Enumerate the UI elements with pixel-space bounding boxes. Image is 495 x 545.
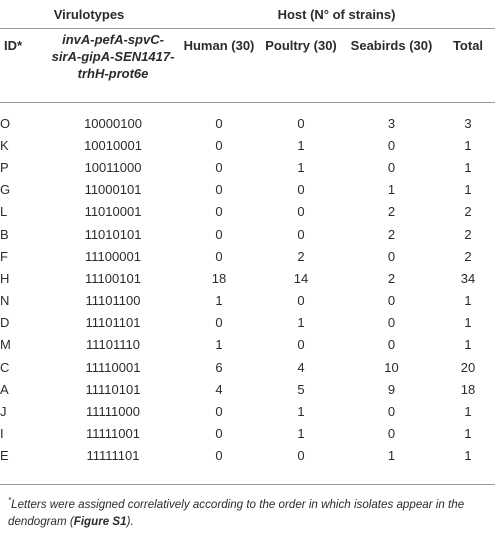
cell-seabirds: 1 [387,182,396,198]
cell-human: 0 [215,315,223,331]
cell-id: L [0,204,8,220]
cell-poultry: 1 [297,137,305,153]
cell-human: 18 [211,270,227,286]
cell-total: 2 [464,248,472,264]
cell-code: 11100101 [85,270,141,286]
cell-human: 6 [215,359,223,375]
cell-code: 11111000 [86,404,140,420]
cell-total: 1 [464,448,472,464]
cell-seabirds: 10 [384,359,399,375]
cell-code: 11101100 [85,293,141,309]
cell-seabirds: 9 [387,381,396,397]
table-row [0,445,495,470]
table-row [0,378,495,400]
cell-human: 4 [215,381,223,397]
cell-code: 11110101 [85,381,141,397]
cell-human: 0 [215,137,223,153]
cell-total: 1 [464,426,472,442]
cell-code: 10010001 [84,137,142,153]
gene-code-line-1: invA-pefA-spvC- [62,32,164,47]
table-row [0,134,495,156]
cell-seabirds: 0 [387,293,396,309]
human-header: Human (30) [183,38,255,53]
cell-total: 1 [464,315,472,331]
cell-id: A [0,381,9,397]
table-row [0,290,495,312]
cell-code: 11101101 [85,315,141,331]
cell-code: 11111001 [86,426,140,442]
table-row [0,223,495,245]
footer-divider [0,484,495,485]
cell-human: 0 [215,115,223,131]
cell-total: 1 [464,159,472,175]
cell-total: 18 [460,381,476,397]
cell-id: G [0,182,11,198]
cell-human: 1 [215,293,223,309]
cell-total: 1 [464,404,472,420]
cell-poultry: 0 [297,226,305,242]
cell-id: B [0,226,9,242]
cell-total: 1 [464,337,472,353]
cell-code: 10011000 [84,159,142,175]
cell-human: 0 [215,226,223,242]
table-row [0,201,495,223]
cell-seabirds: 2 [387,204,396,220]
cell-code: 11101110 [86,337,140,353]
footnote-marker: * [8,496,12,505]
cell-id: J [0,404,7,420]
cell-human: 0 [215,426,223,442]
cell-poultry: 1 [297,315,305,331]
cell-total: 34 [460,270,476,286]
cell-id: D [0,315,10,331]
table-body [0,112,495,470]
cell-human: 0 [215,248,223,264]
cell-id: I [0,426,4,442]
host-header: Host (N° of strains) [178,0,495,29]
footnote [8,492,488,530]
table-row [0,112,495,134]
cell-seabirds: 0 [387,337,396,353]
cell-total: 20 [460,359,476,375]
cell-seabirds: 0 [387,404,396,420]
table-row [0,267,495,289]
cell-id: H [0,270,10,286]
cell-poultry: 0 [297,293,305,309]
seabirds-header: Seabirds (30) [350,38,433,53]
cell-poultry: 1 [297,404,305,420]
virulotypes-header: Virulotypes [0,0,178,29]
footnote-text-end: ). [126,514,134,528]
cell-poultry: 2 [297,248,305,264]
cell-seabirds: 2 [387,270,396,286]
gene-code-header [48,29,178,103]
cell-id: C [0,359,10,375]
cell-poultry: 1 [297,426,305,442]
table-row [0,179,495,201]
cell-code: 11010001 [84,204,142,220]
table-row [0,334,495,356]
cell-total: 1 [464,293,472,309]
poultry-header: Poultry (30) [265,38,337,53]
cell-id: K [0,137,9,153]
footnote-text: Letters were assigned correlatively according to the order in which isolates appear in the dendogram ( [8,497,465,528]
cell-seabirds: 0 [387,137,396,153]
cell-code: 11110001 [85,359,141,375]
cell-code: 10000100 [84,115,142,131]
cell-seabirds: 1 [387,448,396,464]
cell-seabirds: 0 [387,159,396,175]
cell-code: 11010101 [84,226,142,242]
cell-human: 0 [215,204,223,220]
cell-id: M [0,337,11,353]
cell-poultry: 0 [297,448,305,464]
cell-poultry: 4 [297,359,305,375]
gene-code-line-2: sirA-gipA-SEN1417- [51,49,175,64]
figure-reference-link[interactable]: Figure S1 [73,514,127,528]
cell-total: 2 [464,204,472,220]
cell-total: 3 [464,115,472,131]
cell-seabirds: 2 [387,226,396,242]
header-row-top [0,0,495,29]
cell-id: F [0,248,8,264]
cell-total: 2 [464,226,472,242]
table-row [0,423,495,445]
cell-total: 1 [464,182,472,198]
cell-human: 0 [215,182,223,198]
cell-id: E [0,448,9,464]
cell-human: 0 [215,159,223,175]
cell-human: 0 [215,448,223,464]
cell-poultry: 14 [293,270,309,286]
table-row [0,156,495,178]
cell-seabirds: 0 [387,315,396,331]
header-row-sub [0,29,495,103]
cell-poultry: 0 [297,182,305,198]
cell-poultry: 0 [297,204,305,220]
cell-seabirds: 3 [387,115,396,131]
cell-poultry: 0 [297,337,305,353]
cell-code: 11111101 [86,448,140,464]
cell-total: 1 [464,137,472,153]
cell-id: P [0,159,9,175]
cell-seabirds: 0 [387,248,396,264]
cell-id: N [0,293,10,309]
table-row [0,245,495,267]
table-row [0,400,495,422]
cell-code: 11100001 [85,248,141,264]
table-row [0,356,495,378]
cell-poultry: 1 [297,159,305,175]
cell-human: 0 [215,404,223,420]
gene-code-line-3: trhH-prot6e [77,66,149,81]
cell-poultry: 0 [297,115,305,131]
cell-id: O [0,115,11,131]
cell-poultry: 5 [297,381,305,397]
cell-human: 1 [215,337,223,353]
cell-code: 11000101 [84,182,142,198]
total-header: Total [452,38,484,53]
table-row [0,312,495,334]
cell-seabirds: 0 [387,426,396,442]
id-header: ID* [4,38,23,53]
